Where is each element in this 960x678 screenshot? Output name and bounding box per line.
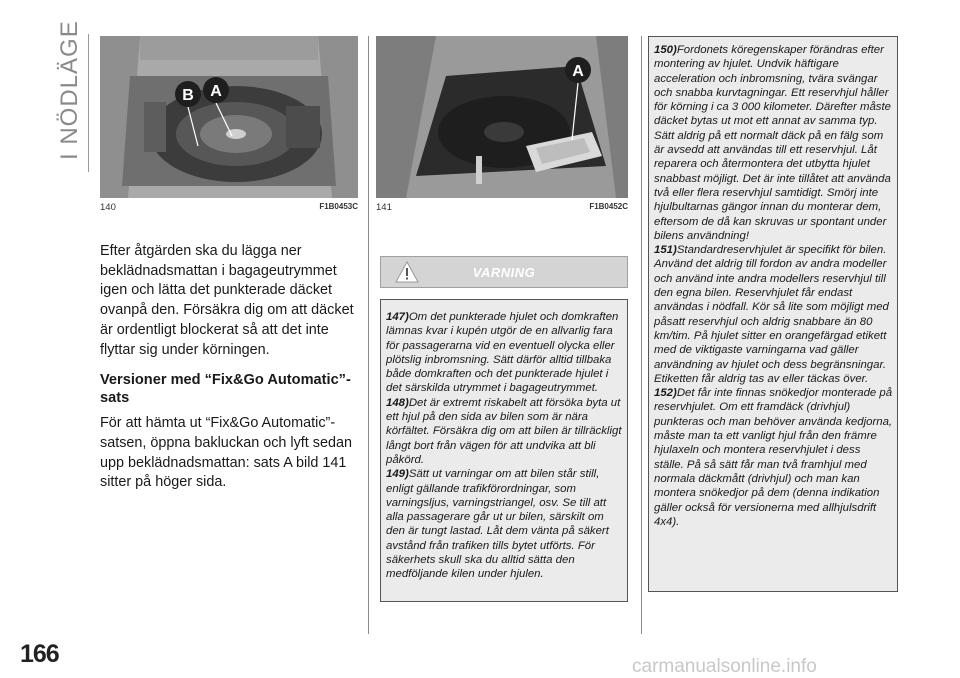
warning-item bbox=[654, 243, 893, 386]
warning-text: Det är extremt riskabelt att försöka byta ut ett hjul på den sida av bilen som är nära körfältet. Försäkra dig om att bilen är tillräckligt långt bort från vägen för att undvika att bli påkörd. bbox=[386, 396, 622, 466]
section-heading: Versioner med “Fix&Go Automatic”-sats bbox=[100, 372, 351, 407]
warning-number: 152) bbox=[654, 387, 677, 400]
figure-label-a: A bbox=[210, 83, 222, 100]
warning-item bbox=[386, 310, 622, 396]
warning-header bbox=[380, 256, 628, 288]
figure-label-b: B bbox=[182, 87, 194, 104]
figure-label-a: A bbox=[572, 63, 584, 80]
figure-141-image bbox=[376, 36, 628, 198]
footer-watermark: carmanualsonline.info bbox=[632, 656, 817, 677]
figure-140-caption bbox=[100, 202, 358, 213]
paragraph: Efter åtgärden ska du lägga ner beklädnadsmattan i bagageutrymmet igen och lätta det punkterade däcket ovanpå den. Försäkra dig om att däcket är ordentligt blockerat så att det inte flyttar sig under körningen. bbox=[100, 243, 354, 358]
figure-code: F1B0452C bbox=[589, 202, 628, 211]
warning-number: 149) bbox=[386, 468, 409, 481]
figure-number: 140 bbox=[100, 202, 116, 213]
warning-item bbox=[654, 386, 893, 529]
section-title: I NÖDLÄGE bbox=[56, 20, 83, 160]
warning-text: Det får inte finnas snökedjor monterade på reservhjulet. Om ett framdäck (drivhjul) punkteras och man behöver använda kedjorna, måste man ta ett vanligt hjul från den främre hjulaxeln och montera reservhjulet i dess ställe. På så sätt får man två framhjul med normala däckmått (drivhjul) och man kan montera snökedjor på dem (denna indikation gäller också för versionerna med allhjulsdrift 4x4). bbox=[654, 387, 893, 528]
column-divider bbox=[641, 36, 642, 634]
warning-item bbox=[386, 396, 622, 467]
warning-title: VARNING bbox=[472, 265, 536, 280]
warning-number: 147) bbox=[386, 311, 409, 323]
figure-141-caption bbox=[376, 202, 628, 213]
warning-text: Fordonets köregenskaper förändras efter montering av hjulet. Undvik häftigare acceleration och inbromsning, tvära svängar och snabba kurvtagningar. Ett reservhjul håller för körning i ca 3 000 kilometer. Därefter måste däcket bytas ut mot ett annat av samma typ. Sätt aldrig på ett normalt däck på en fälg som är avsedd att användas till ett reservhjul. Låt reparera och återmontera det utbytta hjulet snabbast möjligt. Det är inte tillåtet att använda två eller flera reservhjul samtidigt. Smörj inte hjulbultarnas gängor innan du monterar dem, eftersom de då kan skruvas ur spontant under bilens användning! bbox=[654, 44, 891, 242]
paragraph: För att hämta ut “Fix&Go Automatic”-satsen, öppna bakluckan och lyft sedan upp beklädnadsmattan: sats A bild 141 sitter på höger sida. bbox=[100, 415, 353, 491]
warning-item bbox=[386, 467, 622, 581]
warning-text: Sätt ut varningar om att bilen står still, enligt gällande trafikförordningar, som varningsljus, varningstriangel, osv. Se till att alla passagerare går ut ur bilen, särskilt om den är tungt lastad. Låt dem vänta på säkert avstånd från trafiken tills bytet utförts. För säkerhets skull ska du alltid sätta den medföljande kilen under hjulen. bbox=[386, 468, 609, 581]
warning-text: Standardreservhjulet är specifikt för bilen. Använd det aldrig till fordon av andra modeller och använd inte andra modellers reservhjul till den egna bilen. Reservhjulet får endast användas i nödfall. Kör så lite som möjligt med påsatt reservhjul och aldrig snabbare än 80 km/tim. På hjulet sitter en orangefärgad etikett med de viktigaste varningarna vad gäller användning av hjulet och dess begränsningar. Etiketten får aldrig tas av eller täckas över. bbox=[654, 244, 889, 385]
warning-box bbox=[380, 299, 628, 602]
body-text bbox=[100, 242, 360, 493]
figure-code: F1B0453C bbox=[319, 202, 358, 211]
figure-number: 141 bbox=[376, 202, 392, 213]
section-rule bbox=[88, 34, 89, 172]
warning-number: 151) bbox=[654, 244, 677, 257]
warning-item bbox=[654, 43, 893, 243]
page-number: 166 bbox=[20, 640, 59, 668]
figure-140-image bbox=[100, 36, 358, 198]
warning-number: 150) bbox=[654, 44, 677, 56]
warning-text: Om det punkterade hjulet och domkraften lämnas kvar i kupén utgör de en allvarlig fara för passagerarna vid en eventuell olycka eller plötslig inbromsning. Sätt därför alltid tillbaka både domkraften och det punkterade hjulet i det särskilda utrymmet i bagageutrymmet. bbox=[386, 311, 619, 395]
warning-box-continued bbox=[648, 36, 898, 592]
column-divider bbox=[368, 36, 369, 634]
warning-number: 148) bbox=[386, 396, 409, 409]
